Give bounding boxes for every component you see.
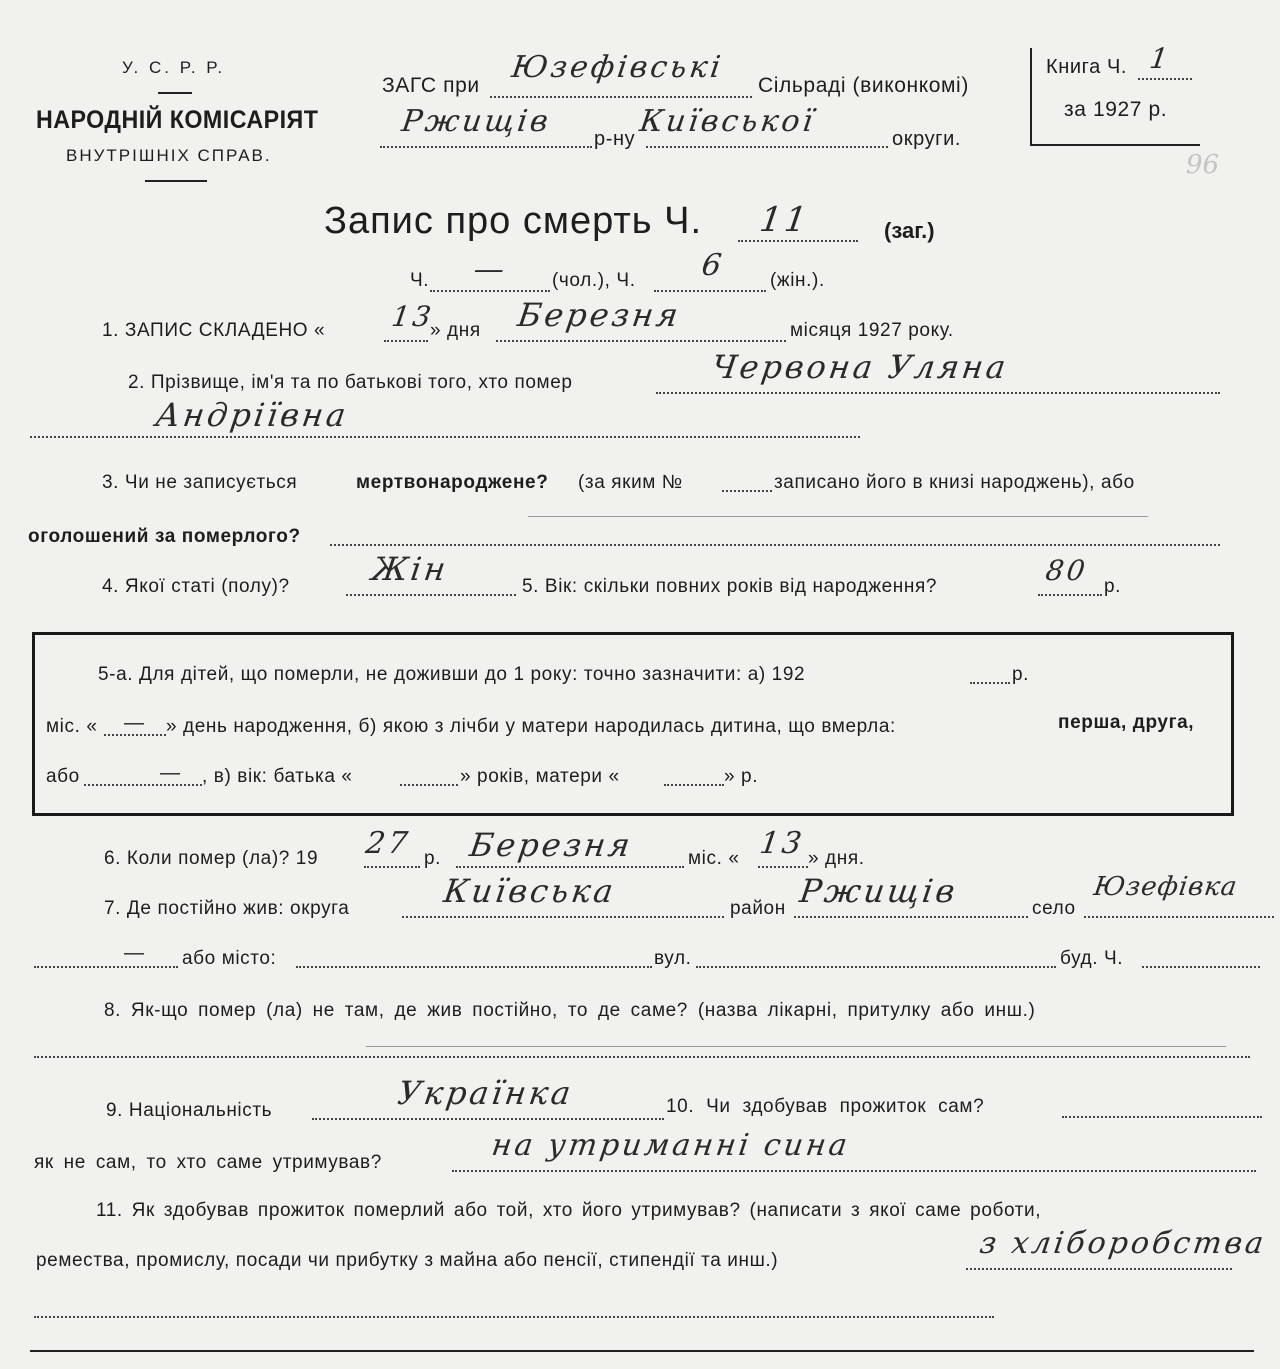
item7-rayon-label: район [730,898,786,919]
item7-bud: буд. Ч. [1060,948,1124,969]
district-handwritten: Ржищів [399,104,554,139]
item7-street-line [696,966,1056,968]
council-suffix: Сільраді (виконкомі) [758,74,969,97]
item2-label: 2. Прізвище, ім'я та по батькові того, хто помер [128,372,573,393]
item5-label: 5. Вік: скільки повних років від народження? [522,576,938,597]
item7-label: 7. Де постійно жив: округа [104,898,350,919]
item3-number-line [722,490,772,492]
item10-label: 10. Чи здобував прожиток сам? [666,1096,985,1117]
district-label: р-ну [594,128,636,150]
book-label: Книга Ч. [1046,56,1128,78]
okruha-line [646,146,888,148]
title-number-line [738,240,858,242]
item5a-line3b: , в) вік: батька « [202,766,353,787]
bottom-rule [30,1350,1254,1352]
item11-value: з хліборобства [977,1226,1269,1261]
item3-bold1: мертвонароджене? [356,472,549,493]
female-label: (жін.). [770,270,825,291]
sub-ch1: Ч. [410,270,430,291]
item4-line [346,594,516,596]
male-line [430,290,550,292]
item5a-month-dash: — [124,712,144,734]
title-suffix: (заг.) [884,218,935,243]
header-divider-2 [145,180,207,182]
item2-name1: Червона Уляна [709,348,1011,386]
item11-line3 [34,1316,994,1318]
item9-line [312,1118,664,1120]
item6-month-line [456,866,684,868]
item9-label: 9. Національність [106,1100,273,1121]
district-line [380,146,592,148]
item5a-father-line [400,784,458,786]
item3-line1c: записано його в книзі народжень), або [774,472,1135,493]
village-line [490,96,752,98]
title-number: 11 [757,200,813,240]
item5a-line3d: » р. [724,766,759,787]
male-label: (чол.), Ч. [552,270,636,291]
item7-city-line [296,966,652,968]
okruha-label: округи. [892,128,961,150]
zags-prefix: ЗАГС при [382,74,480,97]
item7-line2-start [34,966,178,968]
male-value: — [471,252,510,287]
item3-line2 [330,544,1220,546]
book-number-line [1138,78,1192,80]
item6-label: 6. Коли помер (ла)? 19 [104,848,319,869]
commissariat-label: НАРОДНІЙ КОМІСАРІЯТ [36,106,319,134]
item7-dash: — [124,942,144,964]
item5a-mother-line [664,784,724,786]
item6-r: р. [424,848,442,869]
item7-rayon-line [794,916,1028,918]
item4-value: Жін [369,550,451,588]
item5a-line3c: » років, матери « [460,766,620,787]
female-line [654,290,766,292]
item7-rayon: Ржищів [797,872,961,910]
item7-vul: вул. [654,948,692,969]
item3-line1: 3. Чи не записується [102,472,298,493]
village-handwritten: Юзефівські [509,50,726,85]
item4-label: 4. Якої статі (полу)? [102,576,290,597]
item7-okruha-line [402,916,724,918]
item10-line2: як не сам, то хто саме утримував? [34,1152,382,1173]
item7-okruha: Київська [441,872,619,910]
page-mark: 96 [1186,150,1220,180]
item5a-order-line [84,784,202,786]
item6-dnya: » дня. [808,848,865,869]
okruha-handwritten: Київської [637,104,818,139]
item2-line1 [656,392,1220,394]
item3-bold2: оголошений за померлого? [28,526,301,547]
item7-selo: Юзефівка [1091,872,1240,902]
item9-value: Українка [395,1074,576,1112]
item5a-order-dash: — [160,762,180,784]
item8-label: 8. Як-що помер (ла) не там, де жив постійно, то де саме? (назва лікарні, притулку або инш.) [104,1000,1036,1021]
item6-month: Березня [467,826,636,864]
item2-name2: Андріївна [153,396,351,434]
item1-month: Березня [515,296,684,334]
item7-selo-label: село [1032,898,1076,919]
item11-line2: ремества, промислу, посади чи прибутку з майна або пенсії, стипендії та инш.) [36,1250,779,1271]
republic-label: У. С. Р. Р. [122,58,226,77]
item10-value: на утриманні сина [489,1128,853,1163]
title-text: Запис про смерть Ч. [324,200,703,242]
item5a-line3a: або [46,766,80,787]
item10-line2-dots [452,1170,1256,1172]
item6-year: 27 [363,826,413,861]
item5-line [1038,594,1102,596]
female-value: 6 [699,248,727,283]
item5a-line2b: » день народження, б) якою з лічби у матери народилась дитина, що вмерла: [166,716,896,737]
item1-tail: місяця 1927 року. [790,320,954,341]
item5a-line1-end: р. [1012,664,1030,685]
item1-day-suffix: » дня [430,320,481,341]
item5-suffix: р. [1104,576,1122,597]
book-number: 1 [1147,42,1174,75]
item1-label: 1. ЗАПИС СКЛАДЕНО « [102,320,326,341]
item8-faint-line [366,1046,1226,1047]
item5-value: 80 [1043,554,1090,587]
item6-year-line [364,866,420,868]
item6-day-line [758,866,808,868]
item11-line1: 11. Як здобував прожиток померлий або той, хто його утримував? (написати з якої саме роботи, [96,1200,1042,1221]
department-label: ВНУТРІШНІХ СПРАВ. [66,146,272,165]
item3-faint-line [528,516,1148,517]
item1-month-line [496,340,786,342]
header-divider-1 [158,92,192,94]
item11-line2-dots [966,1268,1232,1270]
item3-line1b: (за яким № [578,472,683,493]
item5a-line2-bold: перша, друга, [1058,712,1195,733]
item7-selo-line [1084,916,1274,918]
item6-mis: міс. « [688,848,740,869]
item1-day: 13 [389,300,436,333]
item5a-line2a: міс. « [46,716,98,737]
item5a-line1: 5-а. Для дітей, що померли, не доживши до 1 року: точно зазначити: а) 192 [98,664,806,685]
item5a-year-line [970,682,1010,684]
item1-day-line [384,340,428,342]
item6-day: 13 [757,826,807,861]
book-year: за 1927 р. [1064,98,1168,121]
item8-line [34,1056,1250,1058]
item7-abo-misto: або місто: [182,948,277,969]
item7-house-line [1142,966,1260,968]
item10-line1 [1062,1116,1262,1118]
item2-line2 [30,436,860,438]
